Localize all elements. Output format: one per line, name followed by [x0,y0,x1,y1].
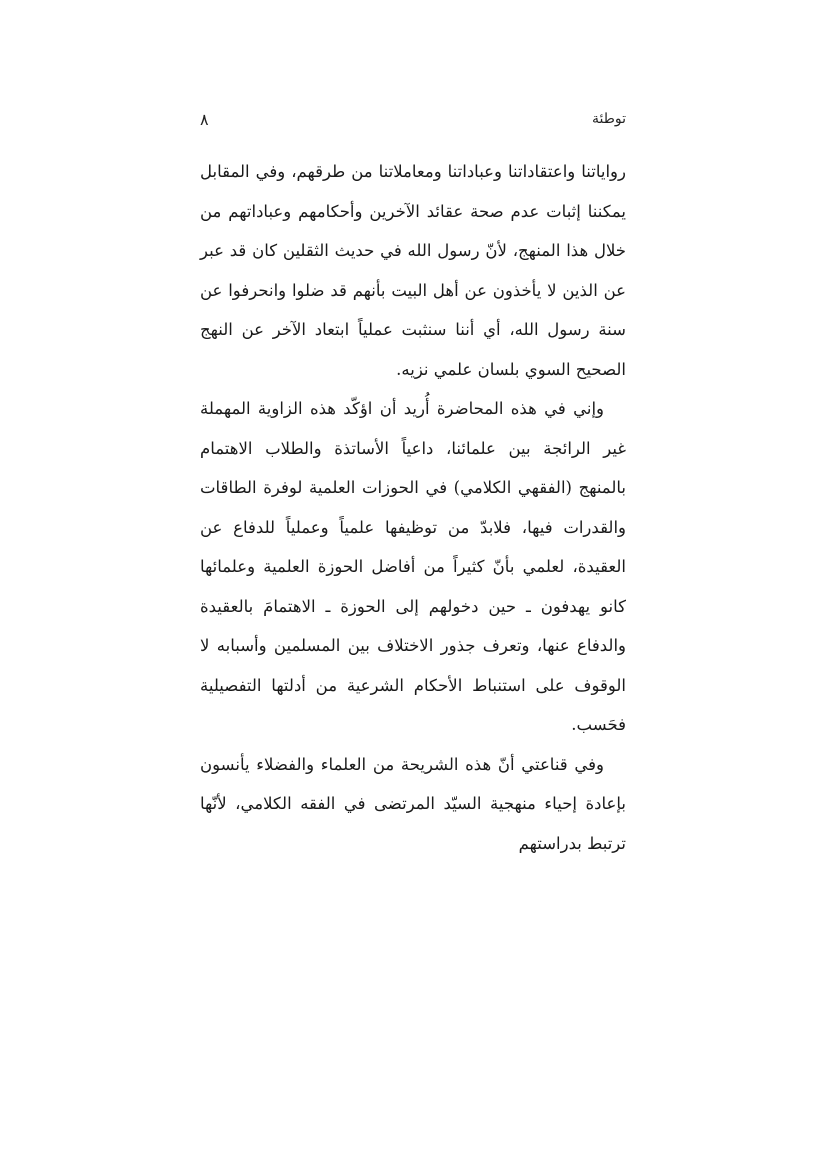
paragraph-2: وإني في هذه المحاضرة أُريد أن اؤكّد هذه الزاوية المهملة غير الرائجة بين علمائنا، داعياً الأساتذة والطلاب الاهتمام بالمنهج (الفقهي الكلامي) في الحوزات العلمية لوفرة الطاقات والقدرات فيها، فلابدّ من توظيفها علمياً وعملياً للدفاع عن العقيدة، لعلمي بأنّ كثيراً من أفاضل الحوزة العلمية وعلمائها كانو يهدفون ـ حين دخولهم إلى الحوزة ـ الاهتمامَ بالعقيدة والدفاع عنها، وتعرف جذور الاختلاف بين المسلمين وأسبابه لا الوقوف على استنباط الأحكام الشرعية من أدلتها التفصيلية فحَسب. [200,399,626,734]
body-text [200,152,626,863]
paragraph-3: وفي قناعتي أنّ هذه الشريحة من العلماء والفضلاء يأنسون بإعادة إحياء منهجية السيّد المرتضى في الفقه الكلامي، لأنّها ترتبط بدراستهم [200,754,626,853]
running-title: توطئة [591,111,626,127]
page-header [200,104,626,134]
page-number: ٨ [200,109,209,129]
paragraph-1: رواياتنا واعتقاداتنا وعباداتنا ومعاملاتنا من طرقهم، وفي المقابل يمكننا إثبات عدم صحة عقائد الآخرين وأحكامهم وعباداتهم من خلال هذا المنهج، لأنّ رسول الله في حديث الثقلين كان قد عبر عن الذين لا يأخذون عن أهل البيت بأنهم قد ضلوا وانحرفوا عن سنة رسول الله، أي أننا سنثبت عملياً ابتعاد الآخر عن النهج الصحيح السوي بلسان علمي نزيه. [200,162,626,379]
